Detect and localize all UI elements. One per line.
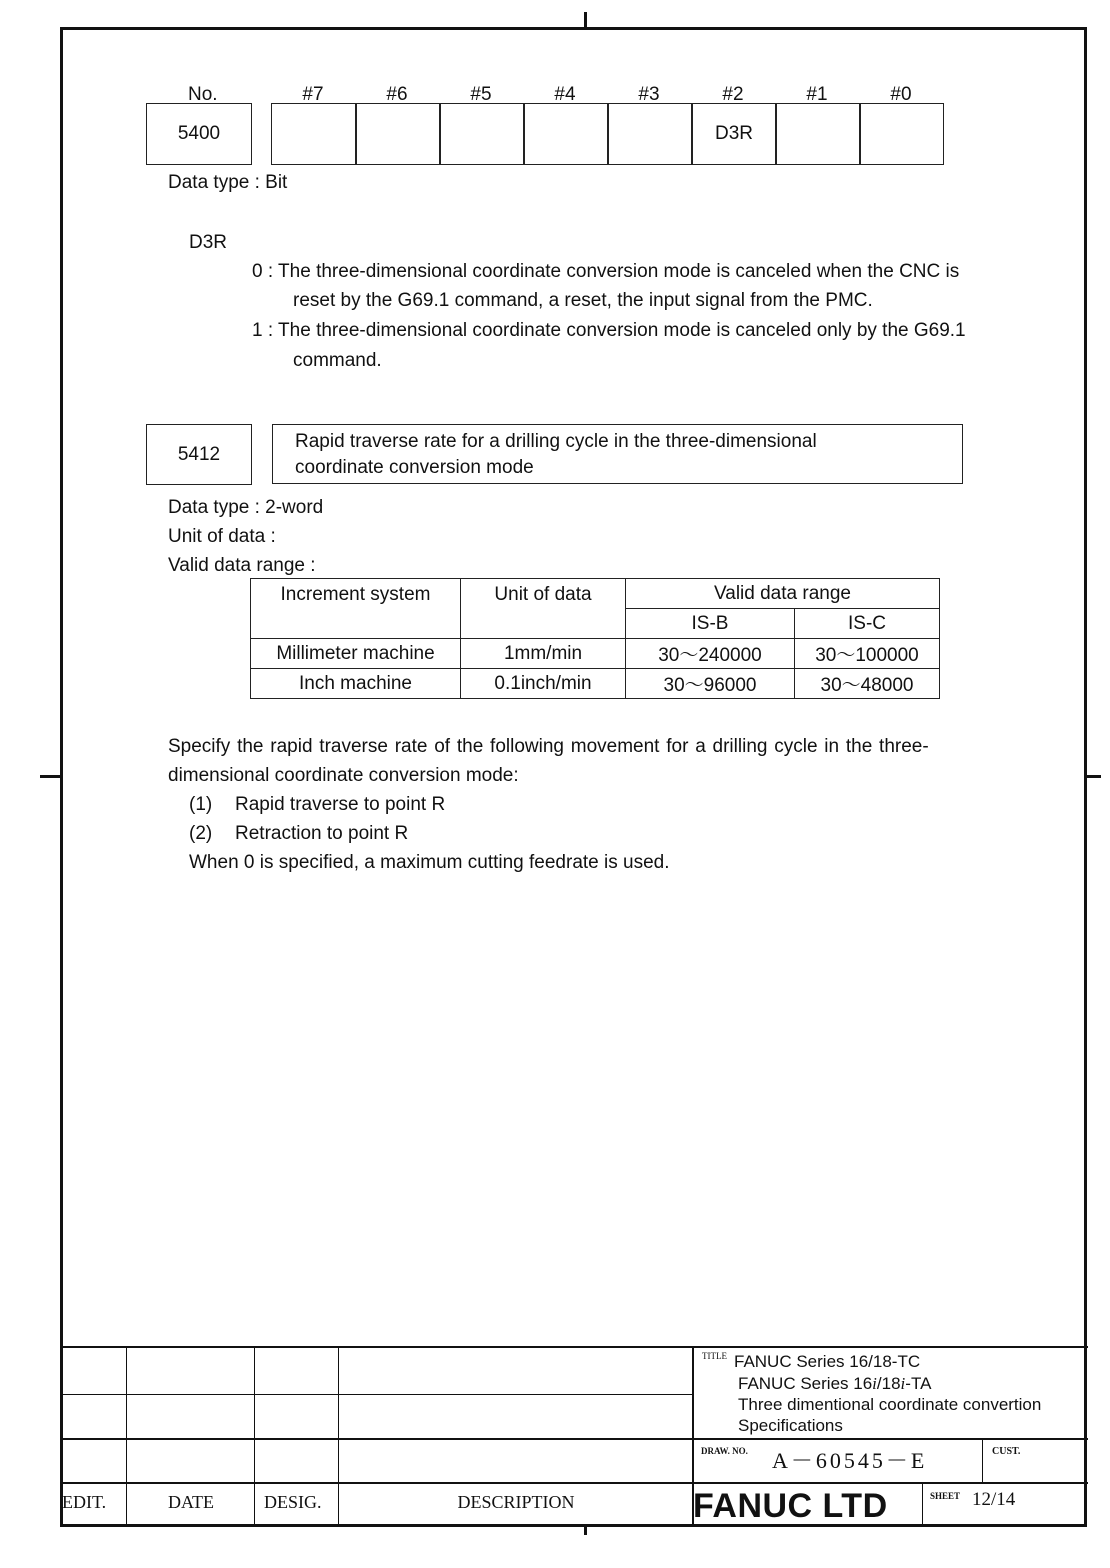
- title-line2-a: FANUC Series 16: [738, 1374, 873, 1393]
- param-number: 5400: [177, 123, 221, 144]
- bit-cell-0: [859, 103, 944, 165]
- bit-header-3: #3: [638, 84, 660, 105]
- bit-cell-5: [439, 103, 525, 165]
- header-is-b: IS-B: [626, 609, 795, 639]
- title-line2: [738, 1374, 931, 1394]
- bit-name-d3r: D3R: [189, 232, 228, 253]
- bit-header-2: #2: [722, 84, 744, 105]
- bit-cell-1: [775, 103, 861, 165]
- list-item-1-text: Rapid traverse to point R: [235, 794, 446, 815]
- bit-header-0: #0: [890, 84, 912, 105]
- cell-system: Inch machine: [251, 669, 461, 699]
- title-line1: FANUC Series 16/18-TC: [734, 1352, 921, 1371]
- bottom-center-tick: [584, 1527, 587, 1535]
- param-no-header: No.: [188, 84, 218, 105]
- d3r-desc-0-line2: reset by the G69.1 command, a reset, the input signal from the PMC.: [293, 290, 873, 311]
- title-line2-i2: i: [900, 1374, 906, 1393]
- col-line-desig: [338, 1346, 339, 1527]
- company-logo-fanuc-ltd: FANUC LTD: [693, 1487, 888, 1525]
- col-line-sheet: [922, 1482, 923, 1527]
- bit-header-4: #4: [554, 84, 576, 105]
- cell-system: Millimeter machine: [251, 639, 461, 669]
- valid-data-range-label: Valid data range :: [168, 555, 316, 576]
- d3r-desc-1-line2: command.: [293, 350, 382, 371]
- list-item-2-number: (2): [189, 823, 213, 844]
- bit-cell-4: [523, 103, 609, 165]
- param-title-line2: coordinate conversion mode: [295, 457, 534, 478]
- param-number-box-5412: [146, 424, 252, 485]
- title-line4: Specifications: [738, 1416, 843, 1435]
- data-type-5412: Data type : 2-word: [168, 497, 324, 518]
- header-is-c: IS-C: [795, 609, 940, 639]
- title-line2-i1: i: [872, 1374, 877, 1393]
- bit-cell-7: [271, 103, 357, 165]
- top-center-tick: [584, 12, 587, 30]
- bit-header-7: #7: [302, 84, 324, 105]
- bit-cell-2: D3R: [691, 103, 777, 165]
- cell-is-b: 30～240000: [626, 639, 795, 669]
- bit-cell-6: [355, 103, 441, 165]
- bit-header-5: #5: [470, 84, 492, 105]
- list-item-1-number: (1): [189, 794, 213, 815]
- cell-is-c: 30～48000: [795, 669, 940, 699]
- right-center-tick: [1087, 775, 1101, 778]
- col-label-edit: EDIT.: [62, 1492, 107, 1512]
- list-item-2-text: Retraction to point R: [235, 823, 409, 844]
- header-increment-system: Increment system: [251, 579, 461, 639]
- param-title-line1: Rapid traverse rate for a drilling cycle in the three-dimensional: [295, 431, 817, 452]
- param-number: 5412: [177, 443, 221, 465]
- col-line-cust: [982, 1438, 983, 1482]
- bit-header-1: #1: [806, 84, 828, 105]
- revision-row-line-1: [62, 1394, 692, 1395]
- d3r-desc-1-line1: 1 : The three-dimensional coordinate conversion mode is canceled only by the G69.1: [252, 320, 966, 341]
- col-label-desig: DESIG.: [264, 1492, 322, 1512]
- note-zero-specified: When 0 is specified, a maximum cutting feedrate is used.: [189, 852, 670, 873]
- d3r-desc-0-line1: 0 : The three-dimensional coordinate conversion mode is canceled when the CNC is: [252, 261, 960, 282]
- cell-is-b: 30～96000: [626, 669, 795, 699]
- title-line2-c: -TA: [905, 1374, 932, 1393]
- bit-header-6: #6: [386, 84, 408, 105]
- body-line1: Specify the rapid traverse rate of the following movement for a drilling cycle in the three-: [168, 736, 929, 757]
- col-line-edit: [126, 1346, 127, 1527]
- title-line2-b: /18: [876, 1374, 901, 1393]
- title-line3: Three dimentional coordinate convertion: [738, 1395, 1042, 1414]
- sheet-label: SHEET: [930, 1491, 961, 1501]
- table-row: [251, 639, 940, 669]
- data-type-5400: Data type : Bit: [168, 172, 288, 193]
- col-line-date: [254, 1346, 255, 1527]
- cell-is-c: 30～100000: [795, 639, 940, 669]
- revision-row-line-2: [62, 1438, 1088, 1440]
- col-label-date: DATE: [168, 1492, 214, 1512]
- param-number-box-5400: [146, 103, 252, 165]
- body-line2: dimensional coordinate conversion mode:: [168, 765, 519, 786]
- table-row: [251, 669, 940, 699]
- title-label: TITLE: [702, 1351, 727, 1361]
- bit-cell-3: [607, 103, 693, 165]
- cell-unit: 1mm/min: [461, 639, 626, 669]
- unit-of-data-label: Unit of data :: [168, 526, 276, 547]
- col-label-description: DESCRIPTION: [457, 1492, 575, 1512]
- revision-row-line-3: [62, 1482, 1088, 1484]
- cell-unit: 0.1inch/min: [461, 669, 626, 699]
- left-center-tick: [40, 775, 62, 778]
- header-unit-of-data: Unit of data: [461, 579, 626, 639]
- param-title-box-5412: [272, 424, 963, 484]
- title-block-top-line: [62, 1346, 1088, 1348]
- valid-range-table: [250, 578, 940, 699]
- cust-label: CUST.: [992, 1446, 1021, 1457]
- draw-no-label: DRAW. NO.: [701, 1446, 748, 1456]
- header-valid-data-range: Valid data range: [626, 579, 940, 609]
- sheet-number: 12/14: [972, 1489, 1016, 1510]
- draw-no: A－60545－E: [772, 1448, 928, 1473]
